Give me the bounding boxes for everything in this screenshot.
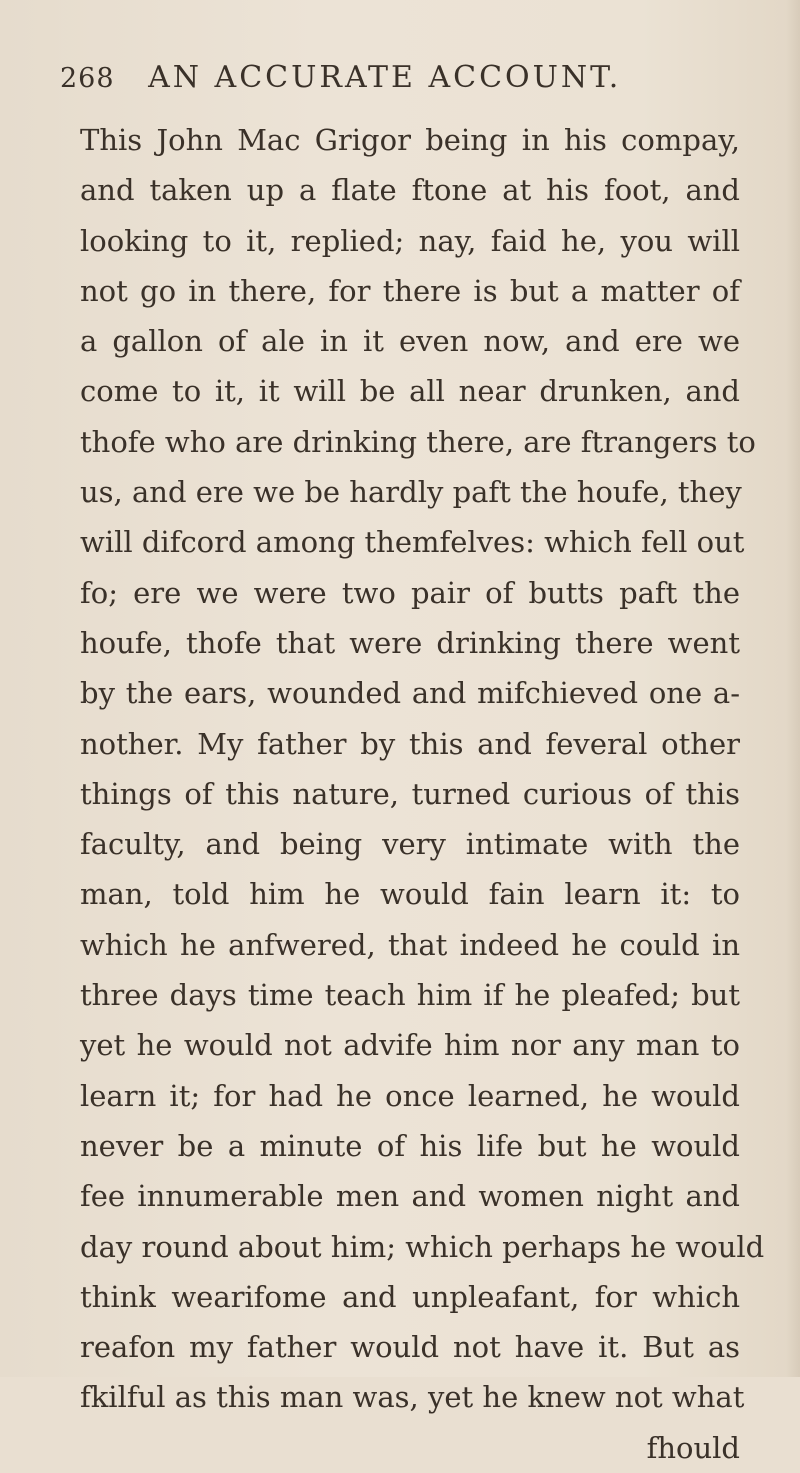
text-line: nother. My father by this and feveral other — [80, 726, 740, 761]
text-line: faculty, and being very intimate with the — [80, 827, 740, 862]
text-line: thofe who are drinking there, are ftrangers to — [80, 424, 756, 459]
text-line: things of this nature, turned curious of this — [80, 776, 740, 811]
text-line: three days time teach him if he pleafed; but — [80, 978, 740, 1013]
text-line: fo; ere we were two pair of butts paft the — [80, 575, 740, 610]
text-line: a gallon of ale in it even now, and ere we — [80, 324, 740, 359]
text-line: and taken up a flate ftone at his foot, and — [80, 173, 740, 208]
text-line: us, and ere we be hardly paft the houfe, they — [80, 475, 742, 510]
text-line: think wearifome and unpleafant, for which — [80, 1279, 740, 1314]
text-line: which he anfwered, that indeed he could in — [80, 927, 740, 962]
text-line: never be a minute of his life but he would — [80, 1128, 740, 1163]
text-line: learn it; for had he once learned, he would — [80, 1078, 740, 1113]
running-title: AN ACCURATE ACCOUNT. — [148, 60, 622, 95]
text-line: day round about him; which perhaps he would — [80, 1229, 765, 1264]
text-line: not go in there, for there is but a matter of — [80, 273, 740, 308]
text-line: by the ears, wounded and mifchieved one a- — [80, 676, 740, 711]
page-edge-shadow — [786, 0, 800, 1377]
body-text — [80, 115, 765, 1473]
text-line: man, told him he would fain learn it: to — [80, 877, 740, 912]
text-line: looking to it, replied; nay, faid he, you will — [80, 223, 740, 258]
text-line: come to it, it will be all near drunken, and — [80, 374, 740, 409]
catchword: fhould — [646, 1430, 740, 1465]
text-line: reafon my father would not have it. But as — [80, 1330, 740, 1365]
page-number: 268 — [60, 63, 115, 94]
text-line: This John Mac Grigor being in his compay, — [80, 123, 740, 157]
running-head — [60, 60, 740, 120]
text-line: fkilful as this man was, yet he knew not what — [80, 1380, 745, 1415]
text-line: fee innumerable men and women night and — [80, 1179, 740, 1214]
text-line: yet he would not advife him nor any man to — [80, 1028, 740, 1063]
text-line: will difcord among themfelves: which fell out — [80, 525, 745, 560]
text-line: houfe, thofe that were drinking there went — [80, 625, 740, 660]
